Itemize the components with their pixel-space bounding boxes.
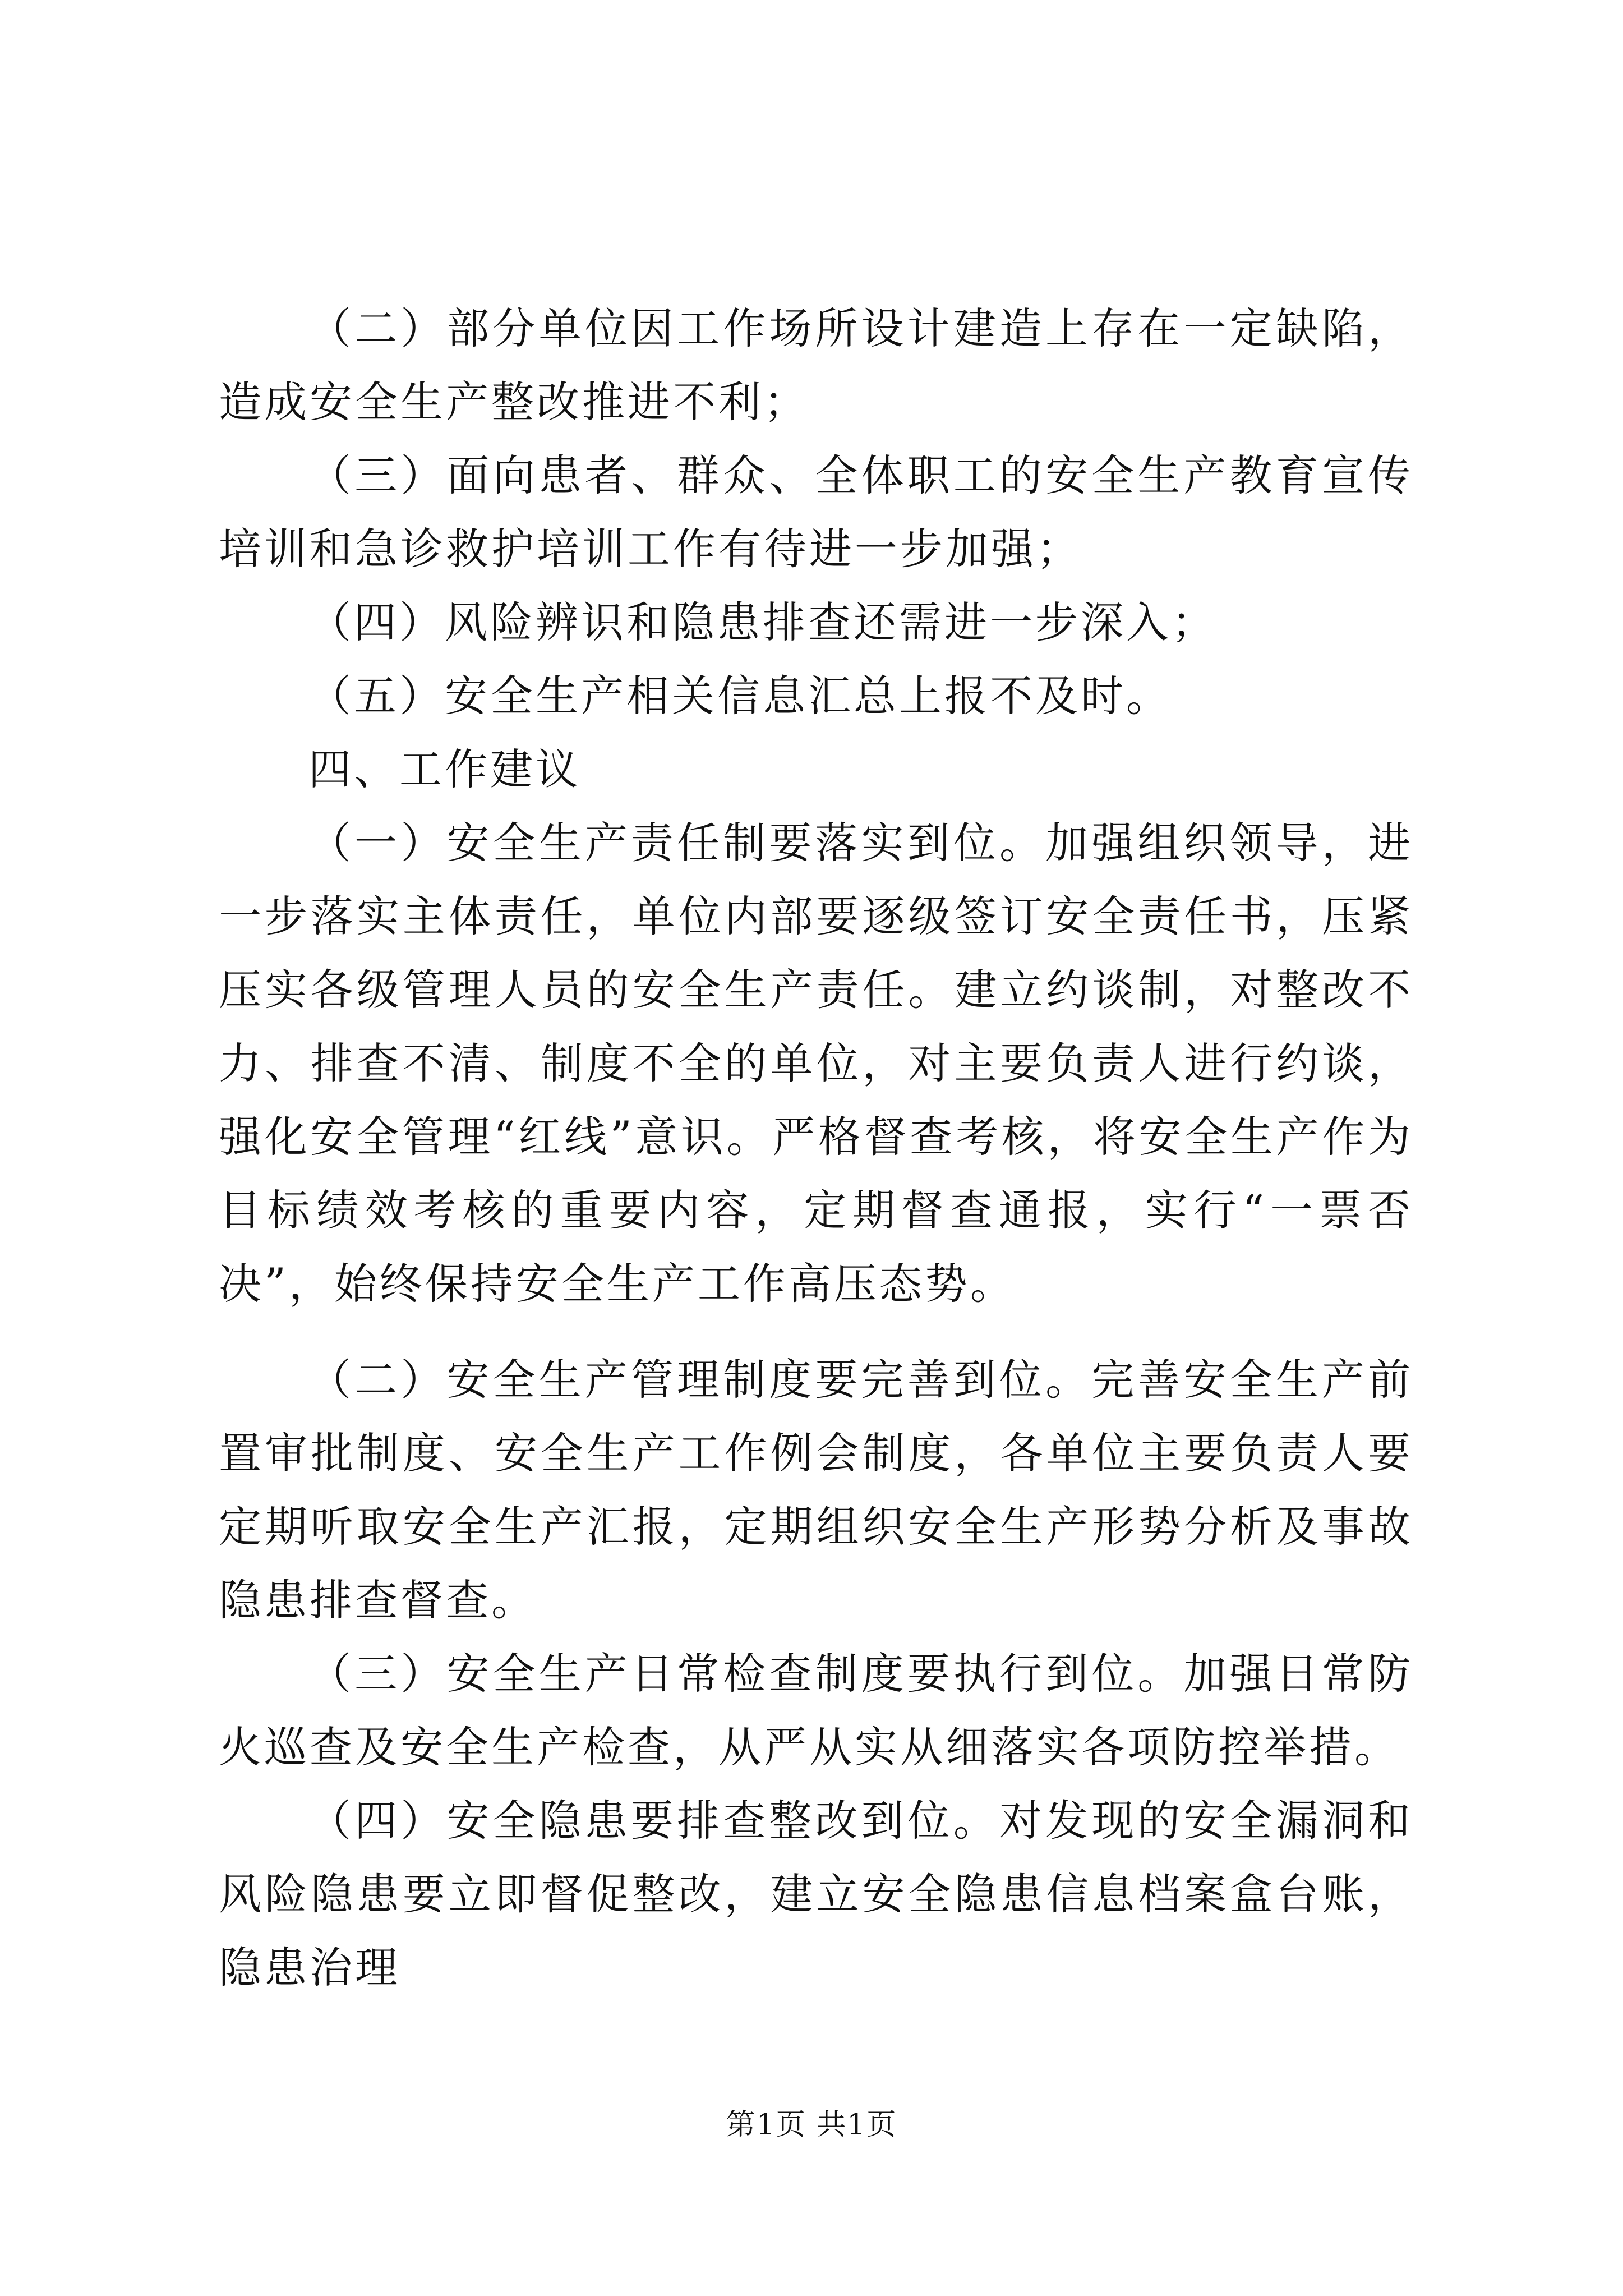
paragraph-suggestion-2: （二）安全生产管理制度要完善到位。完善安全生产前置审批制度、安全生产工作例会制度，各单位主要负责人要定期听取安全生产汇报，定期组织安全生产形势分析及事故隐患排查督查。 <box>219 1355 1413 1625</box>
paragraph-issue-4: （四）风险辨识和隐患排查还需进一步深入； <box>308 597 1217 647</box>
paragraph-suggestion-4: （四）安全隐患要排查整改到位。对发现的安全漏洞和风险隐患要立即督促整改，建立安全隐患信息档案盒台账，隐患治理 <box>219 1796 1413 1993</box>
section-heading: 四、工作建议 <box>308 744 581 794</box>
paragraph-issue-3: （三）面向患者、群众、全体职工的安全生产教育宣传培训和急诊救护培训工作有待进一步加强； <box>219 450 1413 574</box>
paragraph-suggestion-1: （一）安全生产责任制要落实到位。加强组织领导，进一步落实主体责任，单位内部要逐级签订安全责任书，压紧压实各级管理人员的安全生产责任。建立约谈制，对整改不力、排查不清、制度不全的单位，对主要负责人进行约谈，强化安全管理“红线”意识。严格督查考核，将安全生产作为目标绩效考核的重要内容，定期督查通报，实行“一票否决”，始终保持安全生产工作高压态势。 <box>219 818 1413 1309</box>
paragraph-issue-2: （二）部分单位因工作场所设计建造上存在一定缺陷，造成安全生产整改推进不利； <box>219 303 1413 427</box>
paragraph-issue-5: （五）安全生产相关信息汇总上报不及时。 <box>308 671 1172 721</box>
page-footer: 第1页 共1页 <box>726 2108 897 2142</box>
paragraph-suggestion-3: （三）安全生产日常检查制度要执行到位。加强日常防火巡查及安全生产检查，从严从实从细落实各项防控举措。 <box>219 1649 1413 1772</box>
document-body <box>219 292 1413 2004</box>
